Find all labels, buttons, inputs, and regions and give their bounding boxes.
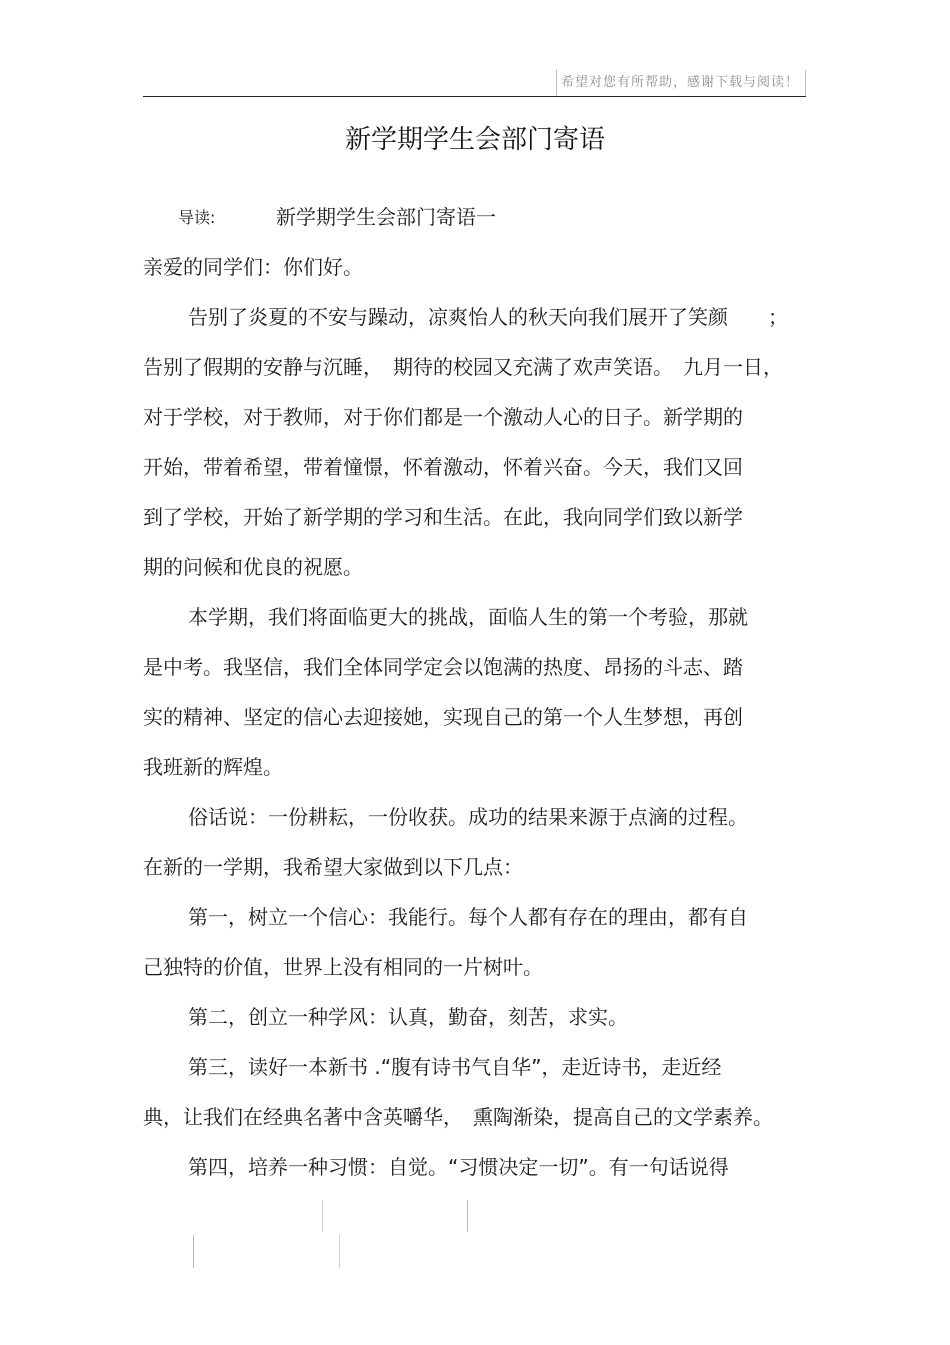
greeting: 亲爱的同学们：你们好。 [143,255,363,279]
body-line: 对于学校，对于教师，对于你们都是一个激动人心的日子。新学期的 [143,405,743,429]
scan-artifact-line [467,1200,468,1232]
lead-title: 新学期学生会部门寄语一 [276,205,496,229]
body-line: 在新的一学期，我希望大家做到以下几点： [143,855,523,879]
body-line: 开始，带着希望，带着憧憬，怀着激动，怀着兴奋。今天，我们又回 [143,455,743,479]
body-line: 典，让我们在经典名著中含英嚼华， 熏陶渐染，提高自己的文学素养。 [143,1105,773,1129]
body-line: 期的问候和优良的祝愿。 [143,555,363,579]
body-line: 到了学校，开始了新学期的学习和生活。在此，我向同学们致以新学 [143,505,743,529]
scan-artifact-line [339,1235,340,1268]
body-line: 实的精神、坚定的信心去迎接她，实现自己的第一个人生梦想，再创 [143,705,743,729]
body-line: 第一，树立一个信心：我能行。每个人都有存在的理由，都有自 [188,905,748,929]
scan-artifact-line [193,1235,194,1268]
scan-artifact-line [322,1200,323,1232]
lead-label: 导读: [178,208,216,227]
header-note: 希望对您有所帮助，感谢下载与阅读！ [556,70,806,96]
body-line: 己独特的价值，世界上没有相同的一片树叶。 [143,955,543,979]
body-line: 我班新的辉煌。 [143,755,283,779]
body-line: 告别了假期的安静与沉睡， 期待的校园又充满了欢声笑语。 九月一日， [143,355,783,379]
body-line: 俗话说：一份耕耘，一份收获。成功的结果来源于点滴的过程。 [188,805,748,829]
body-line: 第二，创立一种学风：认真，勤奋，刻苦，求实。 [188,1005,628,1029]
body-line: 是中考。我坚信，我们全体同学定会以饱满的热度、昂扬的斗志、踏 [143,655,743,679]
header-rule [143,96,806,97]
body-line: 第三，读好一本新书 .“腹有诗书气自华”，走近诗书，走近经 [188,1055,722,1079]
document-title: 新学期学生会部门寄语 [344,125,605,155]
body-line: 本学期，我们将面临更大的挑战，面临人生的第一个考验，那就 [188,605,748,629]
body-line: 告别了炎夏的不安与躁动，凉爽怡人的秋天向我们展开了笑颜 ； [188,305,788,329]
body-line: 第四，培养一种习惯：自觉。“习惯决定一切”。有一句话说得 [188,1155,729,1179]
